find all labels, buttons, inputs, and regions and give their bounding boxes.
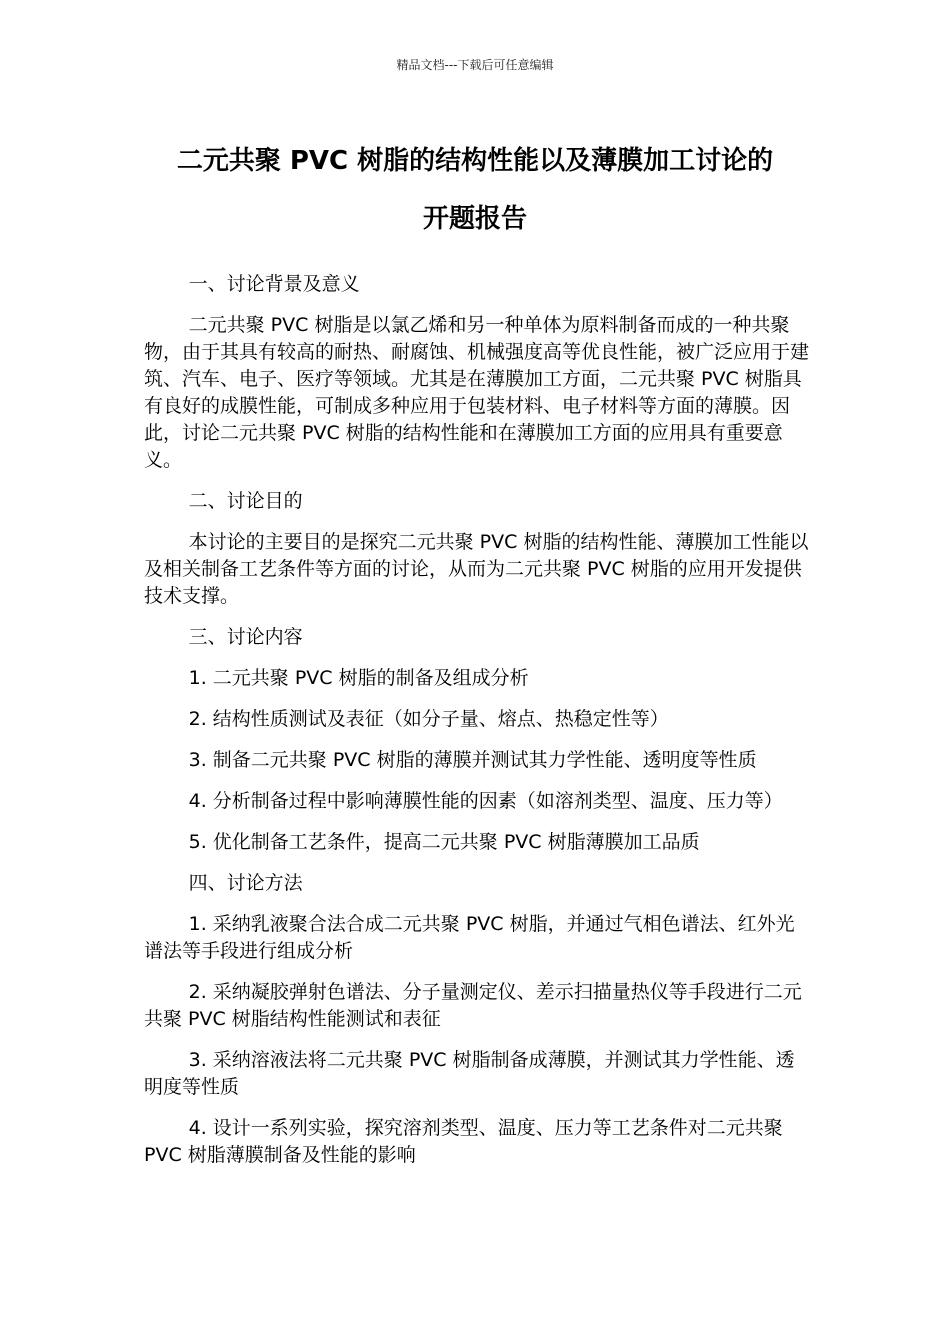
title-line-1: 二元共聚 PVC 树脂的结构性能以及薄膜加工讨论的 — [176, 146, 774, 176]
document-title — [100, 132, 850, 248]
method-item-1: 1. 采纳乳液聚合法合成二元共聚 PVC 树脂，并通过气相色谱法、红外光谱法等手段进行组成分析 — [144, 913, 795, 962]
paragraph-purpose: 本讨论的主要目的是探究二元共聚 PVC 树脂的结构性能、薄膜加工性能以及相关制备工艺条件等方面的讨论，从而为二元共聚 PVC 树脂的应用开发提供技术支撑。 — [144, 531, 809, 607]
content-item-4: 4. 分析制备过程中影响薄膜性能的因素（如溶剂类型、温度、压力等） — [188, 790, 783, 812]
section-heading-background: 一、讨论背景及意义 — [188, 273, 360, 295]
method-item-4: 4. 设计一系列实验，探究溶剂类型、温度、压力等工艺条件对二元共聚 PVC 树脂薄膜制备及性能的影响 — [144, 1117, 783, 1166]
document-body — [144, 271, 812, 1183]
header-note: 精品文档---下载后可任意编辑 — [396, 58, 554, 72]
content-item-5: 5. 优化制备工艺条件，提高二元共聚 PVC 树脂薄膜加工品质 — [188, 831, 700, 853]
content-item-2: 2. 结构性质测试及表征（如分子量、熔点、热稳定性等） — [188, 708, 669, 730]
section-heading-content: 三、讨论内容 — [188, 626, 303, 648]
section-heading-purpose: 二、讨论目的 — [188, 490, 303, 512]
title-line-2: 开题报告 — [422, 204, 527, 234]
content-item-3: 3. 制备二元共聚 PVC 树脂的薄膜并测试其力学性能、透明度等性质 — [188, 749, 757, 771]
method-item-3: 3. 采纳溶液法将二元共聚 PVC 树脂制备成薄膜，并测试其力学性能、透明度等性质 — [144, 1049, 795, 1098]
paragraph-background: 二元共聚 PVC 树脂是以氯乙烯和另一种单体为原料制备而成的一种共聚物，由于其具有较高的耐热、耐腐蚀、机械强度高等优良性能，被广泛应用于建筑、汽车、电子、医疗等领域。尤其是在薄膜加工方面，二元共聚 PVC 树脂具有良好的成膜性能，可制成多种应用于包装材料、电子材料等方面的薄膜。因此，讨论二元共聚 PVC 树脂的结构性能和在薄膜加工方面的应用具有重要意义。 — [144, 314, 810, 471]
content-item-1: 1. 二元共聚 PVC 树脂的制备及组成分析 — [188, 667, 529, 689]
method-item-2: 2. 采纳凝胶弹射色谱法、分子量测定仪、差示扫描量热仪等手段进行二元共聚 PVC 树脂结构性能测试和表征 — [144, 981, 802, 1030]
section-heading-method: 四、讨论方法 — [188, 872, 303, 894]
